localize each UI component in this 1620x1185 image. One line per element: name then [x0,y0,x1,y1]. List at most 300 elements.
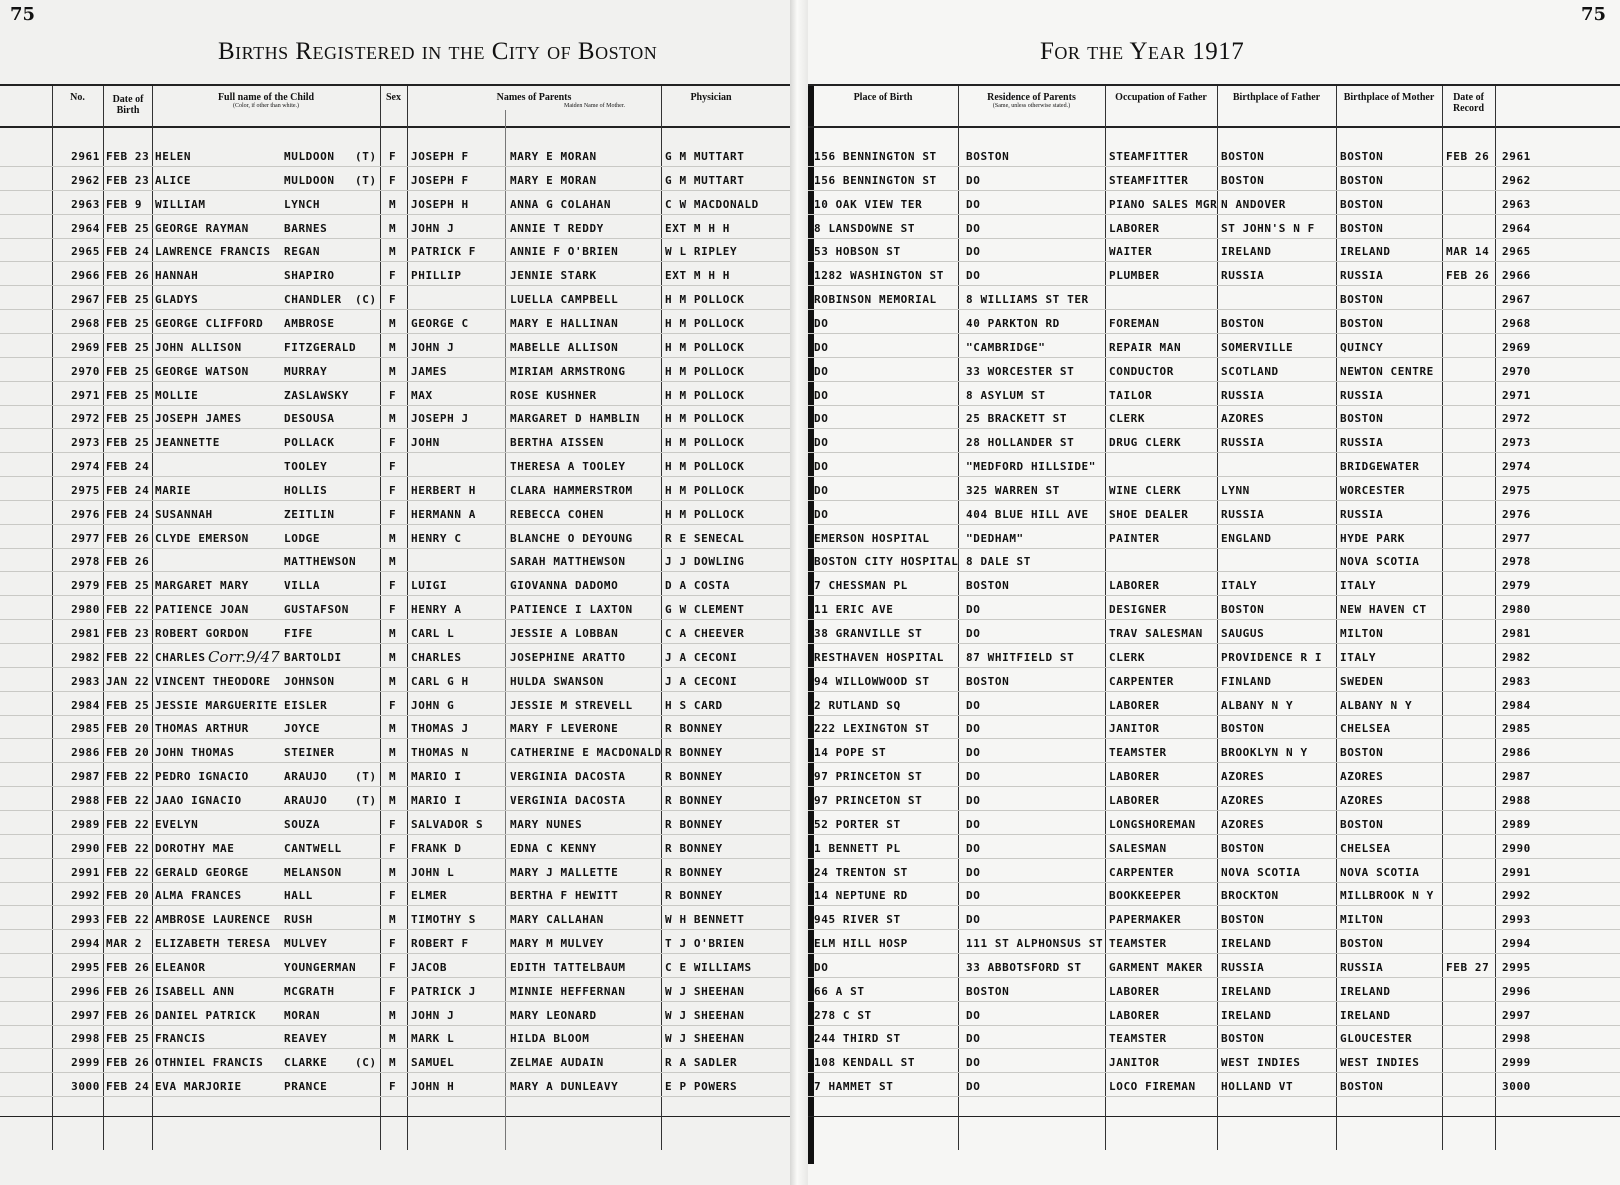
record-place-of-birth: 24 TRENTON ST [814,865,908,879]
record-bp-father: BOSTON [1221,841,1265,855]
record-father: THOMAS J [411,722,469,736]
record-surname: ZEITLIN [284,507,335,521]
record-given-name: WILLIAM [155,197,206,211]
record-mother: ANNIE F O'BRIEN [510,245,619,259]
record-color: (T) [355,173,377,187]
record-father: JOSEPH F [411,150,469,163]
record-occupation: LABORER [1109,221,1160,235]
record-given-name: ALMA FRANCES [155,889,242,903]
record-physician: H M POLLOCK [665,293,745,307]
record-sex: F [389,460,397,474]
record-mother: VERGINIA DACOSTA [510,770,626,784]
record-bp-mother: BOSTON [1340,316,1384,330]
record-bp-father: RUSSIA [1221,960,1265,974]
row-rule [0,357,790,358]
record-given-name: GERALD GEORGE [155,865,249,879]
record-father: HENRY A [411,603,462,617]
record-place-of-birth: 2 RUTLAND SQ [814,698,901,712]
record-no: 2977 [71,531,100,545]
row-rule [0,905,790,906]
record-mother: ANNA G COLAHAN [510,197,612,211]
header-no: No. [70,92,85,103]
record-sex: F [389,889,397,903]
row-rule [0,643,790,644]
record-surname: ARAUJO [284,770,328,784]
record-date-of-record: FEB 26 [1446,269,1490,283]
record-no: 2993 [71,913,100,927]
record-place-of-birth: ROBINSON MEMORIAL [814,293,937,307]
record-residence: DO [966,603,981,617]
correction-note: Corr.9/47 [208,648,280,666]
record-place-of-birth: ELM HILL HOSP [814,937,908,951]
record-bp-father: BOSTON [1221,316,1265,330]
record-physician: R BONNEY [665,865,723,879]
record-father: GEORGE C [411,316,469,330]
header-full-name [152,92,380,110]
record-number-right: 2995 [1502,960,1531,974]
row-rule [808,929,1620,930]
header-bp-father: Birthplace of Father [1232,92,1321,103]
record-residence: DO [966,793,981,807]
record-sex: F [389,483,397,497]
row-rule [808,1072,1620,1073]
record-number-right: 3000 [1502,1080,1531,1094]
record-number-right: 2971 [1502,388,1531,402]
record-occupation: CLERK [1109,650,1146,664]
record-sex: M [389,746,397,760]
record-residence: DO [966,197,981,211]
record-surname: MULDOON [284,173,335,187]
record-bp-mother: IRELAND [1340,1008,1391,1022]
record-date: FEB 25 [106,436,150,450]
record-number-right: 2997 [1502,1008,1531,1022]
record-residence: 8 WILLIAMS ST TER [966,293,1089,307]
row-rule [808,905,1620,906]
record-bp-father: FINLAND [1221,674,1272,688]
record-date: FEB 22 [106,793,150,807]
record-physician: J J DOWLING [665,555,745,569]
record-date: FEB 23 [106,173,150,187]
record-bp-mother: RUSSIA [1340,507,1384,521]
record-date: FEB 25 [106,412,150,426]
record-date: FEB 22 [106,603,150,617]
record-father: MARK L [411,1032,455,1046]
record-occupation: CLERK [1109,412,1146,426]
record-residence: 25 BRACKETT ST [966,412,1068,426]
record-mother: EDNA C KENNY [510,841,597,855]
record-given-name: MARIE [155,483,192,497]
row-rule [808,428,1620,429]
record-physician: C A CHEEVER [665,627,745,640]
record-sex: M [389,1056,397,1070]
record-place-of-birth: DO [814,316,829,330]
record-given-name: JESSIE MARGUERITE [155,698,278,712]
record-number-right: 2987 [1502,770,1531,784]
record-physician: H M POLLOCK [665,483,745,497]
record-bp-mother: GLOUCESTER [1340,1032,1413,1046]
record-bp-mother: NOVA SCOTIA [1340,555,1420,569]
record-number-right: 2969 [1502,340,1531,354]
record-color: (T) [355,770,377,784]
record-physician: J A CECONI [665,674,738,688]
record-date: FEB 20 [106,746,150,760]
record-bp-mother: MILLBROOK N Y [1340,889,1434,903]
record-bp-father: BOSTON [1221,173,1265,187]
row-rule [0,715,790,716]
record-surname: BARTOLDI [284,650,342,664]
record-place-of-birth: 156 BENNINGTON ST [814,173,937,187]
row-rule [0,667,790,668]
record-bp-father: IRELAND [1221,1008,1272,1022]
record-occupation: CARPENTER [1109,865,1175,879]
record-bp-mother: AZORES [1340,770,1384,784]
record-color: (C) [355,293,377,307]
record-father: MAX [411,388,433,402]
record-father: JOSEPH F [411,173,469,187]
record-residence: DO [966,1008,981,1022]
record-father: PHILLIP [411,269,462,283]
record-place-of-birth: EMERSON HOSPITAL [814,531,930,545]
record-bp-father: RUSSIA [1221,269,1265,283]
record-number-right: 2991 [1502,865,1531,879]
row-rule [808,524,1620,525]
record-no: 2997 [71,1008,100,1022]
record-bp-mother: BOSTON [1340,937,1384,951]
record-place-of-birth: 97 PRINCETON ST [814,770,923,784]
record-father: ELMER [411,889,448,903]
record-occupation: LONGSHOREMAN [1109,817,1196,831]
record-date: FEB 25 [106,1032,150,1046]
record-given-name: JOHN ALLISON [155,340,242,354]
record-no: 2961 [71,150,100,163]
record-given-name: ELEANOR [155,960,206,974]
record-residence: DO [966,269,981,283]
record-bp-father: LYNN [1221,483,1250,497]
record-sex: F [389,293,397,307]
record-mother: CATHERINE E MACDONALD [510,746,662,760]
record-physician: R BONNEY [665,889,723,903]
record-given-name: GEORGE RAYMAN [155,221,249,235]
record-father: JOHN J [411,340,455,354]
record-father: JOHN J [411,221,455,235]
record-no: 2990 [71,841,100,855]
record-place-of-birth: DO [814,460,829,474]
record-number-right: 2968 [1502,316,1531,330]
record-sex: M [389,1008,397,1022]
header-physician: Physician [690,92,732,103]
record-place-of-birth: 108 KENDALL ST [814,1056,916,1070]
record-father: JACOB [411,960,448,974]
record-date: FEB 26 [106,531,150,545]
record-place-of-birth: 52 PORTER ST [814,817,901,831]
record-occupation: TAILOR [1109,388,1153,402]
record-bp-father: WEST INDIES [1221,1056,1301,1070]
row-rule [0,619,790,620]
record-no: 2998 [71,1032,100,1046]
record-place-of-birth: DO [814,388,829,402]
record-mother: MARY F LEVERONE [510,722,619,736]
row-rule [808,1001,1620,1002]
record-mother: HULDA SWANSON [510,674,604,688]
record-bp-mother: IRELAND [1340,984,1391,998]
record-father: CARL L [411,627,455,640]
record-bp-mother: MILTON [1340,913,1384,927]
record-residence: "DEDHAM" [966,531,1024,545]
record-residence: DO [966,865,981,879]
record-date: FEB 25 [106,388,150,402]
record-residence: DO [966,698,981,712]
row-rule [808,953,1620,954]
record-surname: PRANCE [284,1080,328,1094]
record-bp-mother: BOSTON [1340,817,1384,831]
record-place-of-birth: 11 ERIC AVE [814,603,894,617]
record-surname: MURRAY [284,364,328,378]
row-rule [808,882,1620,883]
record-no: 2981 [71,627,100,640]
record-mother: ANNIE T REDDY [510,221,604,235]
record-surname: ZASLAWSKY [284,388,350,402]
record-occupation: PAPERMAKER [1109,913,1182,927]
record-no: 2966 [71,269,100,283]
row-rule [808,357,1620,358]
record-sex: F [389,150,397,163]
record-place-of-birth: 94 WILLOWWOOD ST [814,674,930,688]
record-place-of-birth: 1 BENNETT PL [814,841,901,855]
record-mother: MABELLE ALLISON [510,340,619,354]
record-given-name: AMBROSE LAURENCE [155,913,271,927]
record-place-of-birth: 97 PRINCETON ST [814,793,923,807]
record-occupation: SHOE DEALER [1109,507,1189,521]
row-rule [0,238,790,239]
record-number-right: 2965 [1502,245,1531,259]
record-father: PATRICK F [411,245,477,259]
record-residence: 8 ASYLUM ST [966,388,1046,402]
record-number-right: 2989 [1502,817,1531,831]
record-mother: LUELLA CAMPBELL [510,293,619,307]
record-given-name: CHARLES [155,650,206,664]
record-sex: F [389,698,397,712]
record-bp-mother: BRIDGEWATER [1340,460,1420,474]
record-given-name: HANNAH [155,269,199,283]
header-sex: Sex [386,92,401,103]
record-bp-father: AZORES [1221,817,1265,831]
record-no: 2991 [71,865,100,879]
record-number-right: 2999 [1502,1056,1531,1070]
record-mother: JENNIE STARK [510,269,597,283]
record-bp-father: BROOKLYN N Y [1221,746,1308,760]
record-occupation: LOCO FIREMAN [1109,1080,1196,1094]
header-residence [958,92,1105,110]
record-residence: DO [966,913,981,927]
record-given-name: GLADYS [155,293,199,307]
record-bp-father: BOSTON [1221,1032,1265,1046]
record-occupation: GARMENT MAKER [1109,960,1203,974]
row-rule [808,166,1620,167]
record-residence: 33 WORCESTER ST [966,364,1075,378]
record-given-name: DANIEL PATRICK [155,1008,257,1022]
record-no: 2974 [71,460,100,474]
record-place-of-birth: DO [814,364,829,378]
row-rule [0,500,790,501]
record-no: 2965 [71,245,100,259]
record-surname: VILLA [284,579,321,593]
row-rule [0,1096,790,1097]
record-mother: ZELMAE AUDAIN [510,1056,604,1070]
header-date-record: Date of Record [1452,92,1485,114]
record-sex: F [389,436,397,450]
record-physician: H M POLLOCK [665,436,745,450]
record-no: 2999 [71,1056,100,1070]
record-no: 2976 [71,507,100,521]
record-mother: MARY A DUNLEAVY [510,1080,619,1094]
record-mother: EDITH TATTELBAUM [510,960,626,974]
record-occupation: STEAMFITTER [1109,150,1189,163]
record-bp-father: AZORES [1221,412,1265,426]
row-rule [808,786,1620,787]
record-color: (T) [355,793,377,807]
row-rule [0,953,790,954]
record-sex: F [389,603,397,617]
record-physician: W J SHEEHAN [665,1032,745,1046]
left-page [0,0,790,1185]
book-gutter [790,0,808,1185]
record-given-name: EVA MARJORIE [155,1080,242,1094]
record-surname: CHANDLER [284,293,342,307]
record-number-right: 2963 [1502,197,1531,211]
record-no: 2989 [71,817,100,831]
left-page-number: 75 [10,4,36,25]
record-sex: M [389,722,397,736]
record-sex: M [389,412,397,426]
record-mother: MARY E MORAN [510,150,597,163]
record-sex: M [389,627,397,640]
row-rule [808,715,1620,716]
row-rule [808,1048,1620,1049]
record-date: FEB 22 [106,841,150,855]
record-residence: DO [966,841,981,855]
record-residence: 325 WARREN ST [966,483,1060,497]
row-rule [0,428,790,429]
row-rule [0,1048,790,1049]
record-date: FEB 20 [106,722,150,736]
record-no: 2962 [71,173,100,187]
record-surname: SOUZA [284,817,321,831]
record-number-right: 2966 [1502,269,1531,283]
record-place-of-birth: 7 HAMMET ST [814,1080,894,1094]
record-bp-mother: ITALY [1340,579,1377,593]
record-sex: M [389,197,397,211]
row-rule [0,285,790,286]
record-bp-father: RUSSIA [1221,507,1265,521]
record-sex: F [389,817,397,831]
record-residence: DO [966,245,981,259]
record-occupation: TEAMSTER [1109,1032,1167,1046]
row-rule [808,571,1620,572]
record-bp-mother: CHELSEA [1340,841,1391,855]
record-bp-mother: AZORES [1340,793,1384,807]
record-bp-father: ENGLAND [1221,531,1272,545]
header-bp-mother: Birthplace of Mother [1343,92,1435,103]
record-no: 2988 [71,793,100,807]
record-father: JOSEPH J [411,412,469,426]
record-physician: G M MUTTART [665,150,745,163]
left-page-title: Births Registered in the City of Boston [218,38,658,65]
record-mother: ROSE KUSHNER [510,388,597,402]
record-surname: JOHNSON [284,674,335,688]
record-surname: MULVEY [284,937,328,951]
record-bp-mother: NOVA SCOTIA [1340,865,1420,879]
row-rule [0,762,790,763]
record-bp-mother: BOSTON [1340,173,1384,187]
record-date: FEB 23 [106,150,150,163]
record-date-of-record: FEB 26 [1446,150,1490,163]
record-number-right: 2980 [1502,603,1531,617]
record-physician: H S CARD [665,698,723,712]
record-date: FEB 24 [106,1080,150,1094]
record-bp-mother: BOSTON [1340,221,1384,235]
row-rule [808,190,1620,191]
record-date: FEB 26 [106,1008,150,1022]
row-rule [0,214,790,215]
row-rule [808,691,1620,692]
row-rule [0,882,790,883]
record-bp-mother: WORCESTER [1340,483,1406,497]
record-number-right: 2985 [1502,722,1531,736]
record-no: 2975 [71,483,100,497]
record-occupation: TEAMSTER [1109,746,1167,760]
header-residence-sub: (Same, unless otherwise stated.) [992,103,1071,109]
record-no: 2985 [71,722,100,736]
record-bp-mother: BOSTON [1340,1080,1384,1094]
record-bp-mother: ALBANY N Y [1340,698,1413,712]
record-occupation: STEAMFITTER [1109,173,1189,187]
record-occupation: LABORER [1109,698,1160,712]
record-residence: BOSTON [966,984,1010,998]
record-occupation: PLUMBER [1109,269,1160,283]
record-mother: MIRIAM ARMSTRONG [510,364,626,378]
record-no: 2995 [71,960,100,974]
record-residence: 40 PARKTON RD [966,316,1060,330]
record-father: JOSEPH H [411,197,469,211]
record-mother: JESSIE M STREVELL [510,698,633,712]
record-physician: R BONNEY [665,722,723,736]
record-given-name: JEANNETTE [155,436,221,450]
row-rule [0,595,790,596]
row-rule [0,524,790,525]
record-date: FEB 24 [106,507,150,521]
header-full-name-label: Full name of the Child [217,92,315,103]
record-bp-father: RUSSIA [1221,436,1265,450]
record-place-of-birth: RESTHAVEN HOSPITAL [814,650,945,664]
record-sex: F [389,507,397,521]
record-occupation: PAINTER [1109,531,1160,545]
record-mother: GIOVANNA DADOMO [510,579,619,593]
record-father: JOHN G [411,698,455,712]
record-given-name: ALICE [155,173,192,187]
row-rule [0,691,790,692]
record-given-name: PEDRO IGNACIO [155,770,249,784]
record-residence: 8 DALE ST [966,555,1032,569]
record-physician: G W CLEMENT [665,603,745,617]
record-occupation: CARPENTER [1109,674,1175,688]
record-mother: VERGINIA DACOSTA [510,793,626,807]
record-surname: SHAPIRO [284,269,335,283]
header-place-of-birth: Place of Birth [853,92,913,103]
record-sex: M [389,1032,397,1046]
record-sex: F [389,984,397,998]
record-mother: MINNIE HEFFERNAN [510,984,626,998]
row-rule [0,309,790,310]
